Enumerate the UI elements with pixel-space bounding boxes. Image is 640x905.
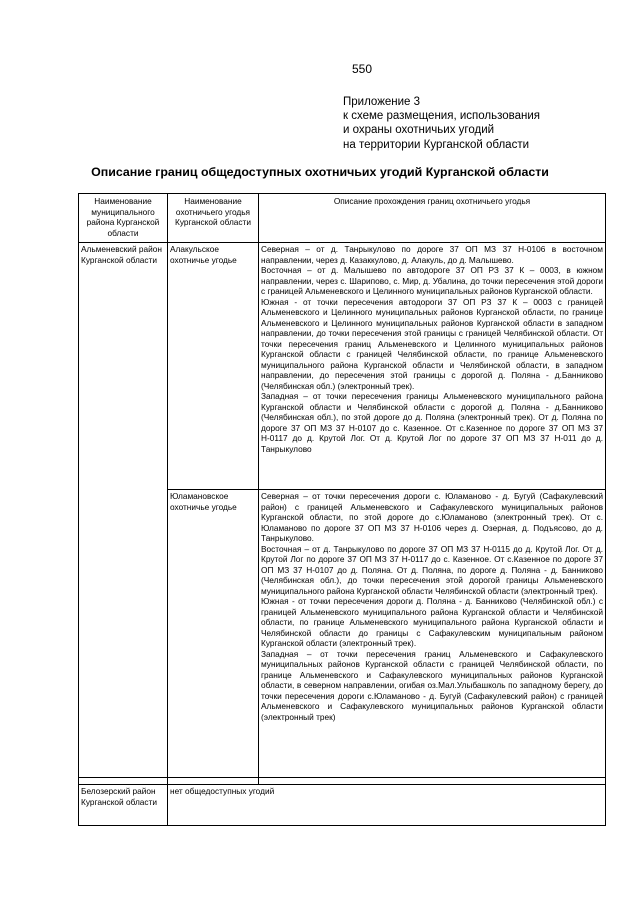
boundary-south: Южная - от точки пересечения автодороги 37 ОП РЗ 37 К – 0003 с границей Альменевского и Целинного муниципальных районов Курганской области, по границе Альменевского и Целинного муниципальных районов Курганской области в западном направлении, до точки пересечения этой границы с границей Челябинской области. От точки пересечения границ Альменевского и Целинного муниципальных районов Курганской области с границей Челябинской области, по границе Альменевского муниципального района Курганской области и Челябинской области, в западном направлении, до пересечения этой границы с дорогой д. Поляна - д.Банниково (Челябинская обл.) (электронный трек). [261,296,603,391]
appendix-line: и охраны охотничьих угодий [343,124,495,137]
boundaries-table [78,193,606,826]
boundary-west: Западная – от точки пересечения границ Альменевского и Сафакулевского муниципальных районов Курганской области с границей Челябинской области, по границе Альменевского и Сафакулевского муниципальных районов Курганской области, в северном направлении, огибая оз.Мал.Улыбашколь по западному берегу, до точки пересечения дороги с.Юламаново - д. Бугуй (Сафакулевский район) с границей Альменевского и Сафакулевского муниципальных районов Курганской области (электронный трек) [261,648,603,722]
boundary-north: Северная – от д. Танрыкулово по дороге 37 ОП МЗ 37 Н-0106 в восточном направлении, через д. Казаккулово, д. Алакуль, до д. Малышево. [261,244,603,265]
hunting-ground-cell: Алакульское охотничье угодье [168,243,259,490]
district-cell: Белозерский район Курганской области [79,785,168,826]
spacer-cell [79,778,168,785]
column-header-district: Наименование муниципального района Курганской области [79,194,168,243]
page-number: 550 [352,62,373,76]
boundary-east: Восточная – от д. Танрыкулово по дороге 37 ОП МЗ 37 Н-0115 до д. Крутой Лог. От д. Крутой Лог по дороге 37 ОП МЗ 37 Н-0117 до с. Казенное. От с.Казенное по дороге 37 ОП МЗ 37 Н-0107 до д. Поляна. От д. Поляна, по дороге д. Поляна - д. Банниково (Челябинская обл.), до точки пересечения этой дорогой границы Альменевского муниципального района Курганской области Челябинской области (электронный трек). [261,543,603,596]
boundary-west: Западная – от точки пересечения границы Альменевского муниципального района Курганской области и Челябинской области с дорогой д. Поляна - д.Банниково (Челябинская обл.), по этой дороге до д. Поляна (электронный трек). От д. Поляна по дороге 37 ОП МЗ 37 Н-0107 до с. Казенное. От с.Казенное по дороге 37 ОП МЗ 37 Н-0117 до д. Крутой Лог. От д. Крутой Лог по дороге 37 ОП МЗ 37 Н-011 до д. Танрыкулово [261,391,603,454]
district-cell: Альменевский район Курганской области [79,243,168,778]
boundary-south: Южная - от точки пересечения дороги д. Поляна - д. Банниково (Челябинской обл.) с границей Альменевского муниципального района Курганской области и Челябинской области, по границе Альменевского муниципального района Курганской области и Челябинской области до границы с Сафакулевским муниципальным районом Курганской области (электронный трек). [261,596,603,648]
column-header-description: Описание прохождения границ охотничьего угодья [259,194,606,243]
table-spacer-row [79,778,606,785]
table-row [79,785,606,826]
appendix-block [343,95,540,152]
hunting-ground-cell: нет общедоступных угодий [168,785,606,826]
appendix-line: на территории Курганской области [343,138,530,151]
document-title: Описание границ общедоступных охотничьих угодий Курганской области [91,165,549,179]
appendix-line: Приложение 3 [343,96,421,108]
boundary-description-cell [259,490,606,778]
boundary-east: Восточная – от д. Малышево по автодороге 37 ОП РЗ 37 К – 0003, в южном направлении, через с. Шарипово, с. Мир, д. Убалина, до точки пересечения этой дороги с границей Альменевского и Целинного муниципальных районов Курганской области. [261,265,603,296]
appendix-line: к схеме размещения, использования [343,110,541,123]
spacer-cell [259,778,606,785]
boundary-description-cell [259,243,606,490]
boundary-north: Северная – от точки пересечения дороги с. Юламаново - д. Бугуй (Сафакулевский район) с границей Альменевского и Сафакулевского муниципальных районов Курганской области, по этой дороге до с.Юламаново (электронный трек). От с. Юламаново по дороге 37 ОП МЗ 37 Н-0106 через д. Озерная, д. Подъясово, до д. Танрыкулово. [261,491,603,543]
column-header-ground: Наименование охотничьего угодья Курганской области [168,194,259,243]
spacer-cell [168,778,259,785]
table-header-row [79,194,606,243]
table-row [79,243,606,490]
hunting-ground-cell: Юламановское охотничье угодье [168,490,259,778]
